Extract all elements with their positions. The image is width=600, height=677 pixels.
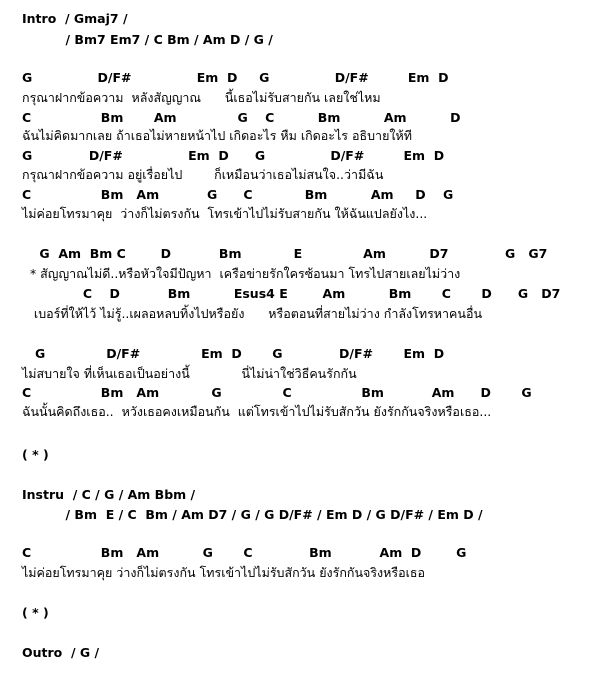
chorus-chord-line: G Am Bm C D Bm E Am D7 G G7 (22, 246, 548, 261)
lyric-line: ฉันนั้นคิดถึงเธอ.. หวังเธอคงเหมือนกัน แต่โทรเข้าไปไม่รับสักวัน ยังรักกันจริงหรือเธอ... (22, 404, 492, 419)
chord-line: C Bm Am G C Bm Am D G (22, 385, 532, 400)
outro-line: Outro / G / (22, 645, 100, 660)
chorus-repeat-marker: ( * ) (22, 447, 49, 462)
chorus-lyric-line: * สัญญาณไม่ดี..หรือหัวใจมีปัญหา เครือข่ายรักใครซ้อนมา โทรไปสายเลยไม่ว่าง (22, 266, 461, 281)
intro-chords-line: / Bm7 Em7 / C Bm / Am D / G / (22, 32, 273, 47)
chord-line: C Bm Am G C Bm Am D G (22, 187, 454, 202)
chorus-chord-line: C D Bm Esus4 E Am Bm C D G D7 (22, 286, 561, 301)
chord-line: G D/F# Em D G D/F# Em D (22, 346, 445, 361)
instru-chords-line: / Bm E / C Bm / Am D7 / G / G D/F# / Em D / G D/F# / Em D / (22, 507, 483, 522)
instru-line: Instru / C / G / Am Bbm / (22, 487, 196, 502)
chord-line: C Bm Am G C Bm Am D G (22, 545, 467, 560)
lyric-line: ไม่ค่อยโทรมาคุย ว่างก็ไม่ตรงกัน โทรเข้าไปไม่รับสักวัน ยังรักกันจริงหรือเธอ (22, 565, 426, 580)
intro-line: Intro / Gmaj7 / (22, 11, 128, 26)
lyric-line: กรุณาฝากข้อความ อยู่เรื่อยไป ก็เหมือนว่าเธอไม่สนใจ..ว่ามีฉัน (22, 167, 384, 182)
lyric-line: กรุณาฝากข้อความ หลังสัญญาณ นี้เธอไม่รับสายกัน เลยใช่ไหม (22, 90, 381, 105)
chord-line: C Bm Am G C Bm Am D (22, 110, 461, 125)
chord-line: G D/F# Em D G D/F# Em D (22, 70, 449, 85)
lyric-line: ไม่สบายใจ ที่เห็นเธอเป็นอย่างนี้ นี่ไม่น่าใช่วิธีคนรักกัน (22, 366, 357, 381)
chord-line: G D/F# Em D G D/F# Em D (22, 148, 445, 163)
lyric-line: ไม่ค่อยโทรมาคุย ว่างก็ไม่ตรงกัน โทรเข้าไปไม่รับสายกัน ให้ฉันแปลยังไง... (22, 206, 428, 221)
lyric-line: ฉันไม่คิดมากเลย ถ้าเธอไม่หายหน้าไป เกิดอะไร หืม เกิดอะไร อธิบายให้ที (22, 128, 412, 143)
chorus-lyric-line: เบอร์ที่ให้ไว้ ไม่รู้..เผลอหลบทิ้งไปหรือยัง หรือตอนที่สายไม่ว่าง กำลังโทรหาคนอื่น (22, 306, 483, 321)
chorus-repeat-marker: ( * ) (22, 605, 49, 620)
